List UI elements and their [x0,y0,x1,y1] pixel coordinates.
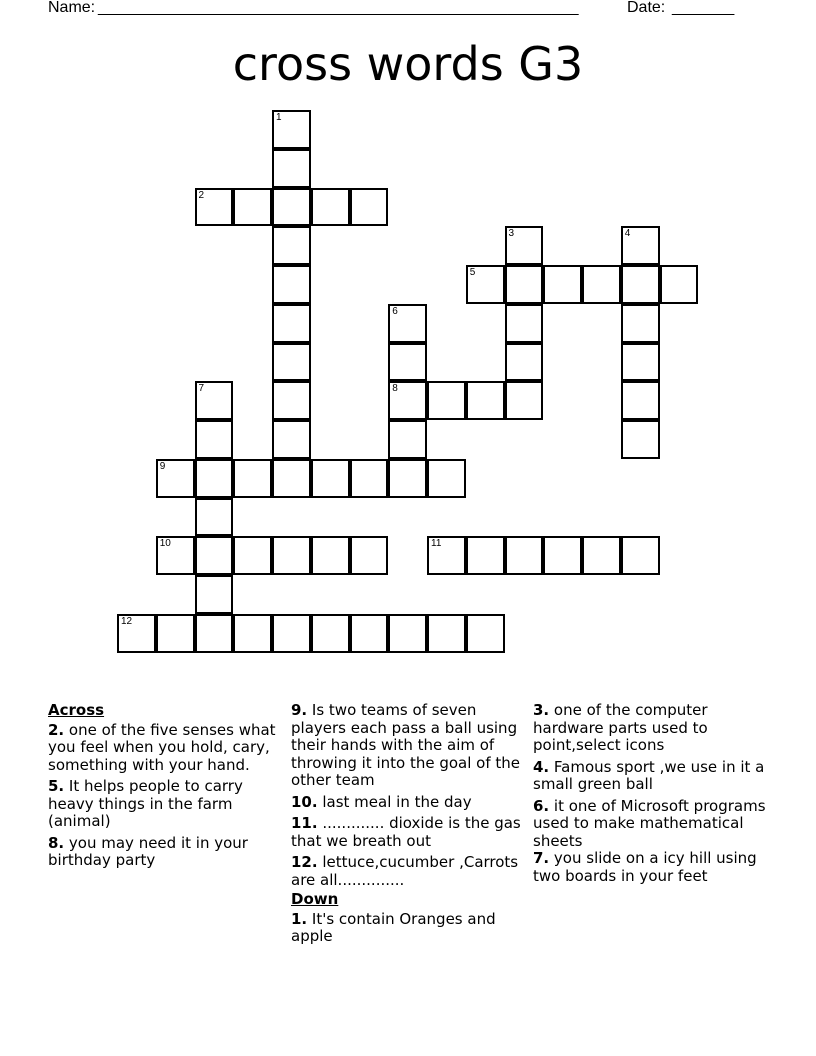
clue-text: one of the computer hardware parts used to point,select icons [533,701,708,754]
grid-cell[interactable] [466,381,505,420]
grid-cell[interactable] [195,536,234,575]
grid-cell[interactable] [505,226,544,265]
name-field[interactable]: ______________________________________________________ [98,0,579,16]
clue-text: Famous sport ,we use in it a small green ball [533,757,765,793]
grid-cell[interactable] [660,265,699,304]
grid-cell[interactable] [195,498,234,537]
grid-cell[interactable] [505,304,544,343]
grid-cell[interactable] [350,459,389,498]
clues-column-3 [533,702,778,889]
grid-cell[interactable] [195,614,234,653]
grid-cell[interactable] [272,343,311,382]
name-label: Name: [48,0,96,16]
grid-cell[interactable] [543,265,582,304]
grid-cell[interactable] [272,614,311,653]
clue-number-label: 6 [392,305,398,317]
grid-cell[interactable] [505,536,544,575]
clue-across-10 [291,794,521,812]
clue-across-2 [48,722,278,775]
grid-cell[interactable] [466,614,505,653]
clue-down-7 [533,850,778,885]
clue-text: you may need it in your birthday party [48,833,248,869]
grid-cell[interactable] [272,304,311,343]
clue-number-label: 3 [508,228,515,240]
grid-cell[interactable] [621,304,660,343]
clue-number-label: 4 [624,228,631,240]
grid-cell[interactable] [311,459,350,498]
clue-number-label: 12 [121,615,133,627]
grid-cell[interactable] [427,381,466,420]
grid-cell[interactable] [350,536,389,575]
grid-cell[interactable] [156,614,195,653]
grid-cell[interactable] [427,536,466,575]
grid-cell[interactable] [272,420,311,459]
grid-cell[interactable] [621,226,660,265]
clue-number-label: 11 [431,538,442,550]
clue-text: lettuce,cucumber ,Carrots are all.............. [291,853,519,889]
grid-cell[interactable] [195,459,234,498]
down-heading: Down [291,890,339,908]
clue-text: last meal in the day [322,792,472,811]
grid-cell[interactable] [388,420,427,459]
clue-number: 9. [291,701,308,719]
grid-cell[interactable] [117,614,156,653]
clue-number: 4. [533,757,550,776]
grid-cell[interactable] [311,536,350,575]
date-label: Date: [627,0,666,16]
grid-cell[interactable] [505,381,544,420]
grid-cell[interactable] [388,343,427,382]
across-heading: Across [48,701,105,719]
grid-cell[interactable] [311,188,350,227]
clue-number: 3. [533,701,550,719]
grid-cell[interactable] [156,459,195,498]
clue-number-label: 10 [159,538,171,550]
clue-across-5 [48,778,278,831]
clue-number-label: 7 [198,383,205,395]
clue-number: 7. [533,849,550,867]
clue-across-11 [291,815,521,850]
clue-text: you slide on a icy hill using two boards in your feet [533,849,757,885]
clue-number-label: 9 [159,460,166,472]
grid-cell[interactable] [272,265,311,304]
grid-cell[interactable] [505,265,544,304]
clue-text: it one of Microsoft programs used to make mathematical sheets [533,796,766,850]
grid-cell[interactable] [272,381,311,420]
grid-cell[interactable] [466,265,505,304]
clue-text: Is two teams of seven players each pass a ball using their hands with the aim of throwing it into the goal of the other team [291,701,521,789]
clue-number: 1. [291,909,308,928]
grid-cell[interactable] [582,265,621,304]
clue-number: 11. [291,814,318,832]
clue-text: It helps people to carry heavy things in the farm (animal) [48,777,243,830]
grid-cell[interactable] [272,226,311,265]
grid-cell[interactable] [350,188,389,227]
grid-cell[interactable] [621,420,660,459]
grid-cell[interactable] [195,420,234,459]
grid-cell[interactable] [505,343,544,382]
clue-text: It's contain Oranges and apple [291,909,496,945]
grid-cell[interactable] [233,614,272,653]
clue-down-6 [533,798,778,851]
grid-cell[interactable] [388,614,427,653]
clue-number-label: 1 [276,112,282,123]
grid-cell[interactable] [195,381,234,420]
grid-cell[interactable] [621,265,660,304]
grid-cell[interactable] [427,614,466,653]
date-field[interactable]: _______ [672,0,735,16]
grid-cell[interactable] [272,110,311,149]
grid-cell[interactable] [350,614,389,653]
grid-cell[interactable] [156,536,195,575]
grid-cell[interactable] [621,381,660,420]
grid-cell[interactable] [582,536,621,575]
clue-down-3 [533,702,778,755]
clue-text: ............. dioxide is the gas that we breath out [291,814,521,850]
clue-number: 8. [48,833,65,852]
grid-cell[interactable] [388,459,427,498]
grid-cell[interactable] [272,149,311,188]
grid-cell[interactable] [195,575,234,614]
grid-cell[interactable] [621,536,660,575]
grid-cell[interactable] [195,188,234,227]
grid-cell[interactable] [543,536,582,575]
grid-cell[interactable] [272,188,311,227]
clue-across-8 [48,835,278,870]
clue-number: 6. [533,796,550,815]
grid-cell[interactable] [272,536,311,575]
grid-cell[interactable] [233,188,272,227]
clue-number-label: 8 [392,383,398,395]
clue-number: 10. [291,792,318,811]
grid-cell[interactable] [466,536,505,575]
clue-text: one of the five senses what you feel when you hold, cary, something with your hand. [48,720,276,774]
clue-number: 5. [48,777,65,795]
grid-cell[interactable] [311,614,350,653]
clue-across-9 [291,702,521,790]
grid-cell[interactable] [233,459,272,498]
clue-number-label: 5 [469,267,476,278]
page-title: cross words G3 [232,37,584,91]
clue-number: 12. [291,853,318,871]
clue-down-4 [533,759,778,794]
grid-cell[interactable] [233,536,272,575]
grid-cell[interactable] [621,343,660,382]
clues-column-1 [48,700,278,874]
clue-number: 2. [48,720,65,739]
grid-cell[interactable] [388,381,427,420]
grid-cell[interactable] [272,459,311,498]
grid-cell[interactable] [388,304,427,343]
grid-cell[interactable] [427,459,466,498]
clues-column-2 [291,702,521,950]
clue-number-label: 2 [198,189,205,201]
clue-down-1 [291,911,521,946]
clue-across-12 [291,854,521,889]
